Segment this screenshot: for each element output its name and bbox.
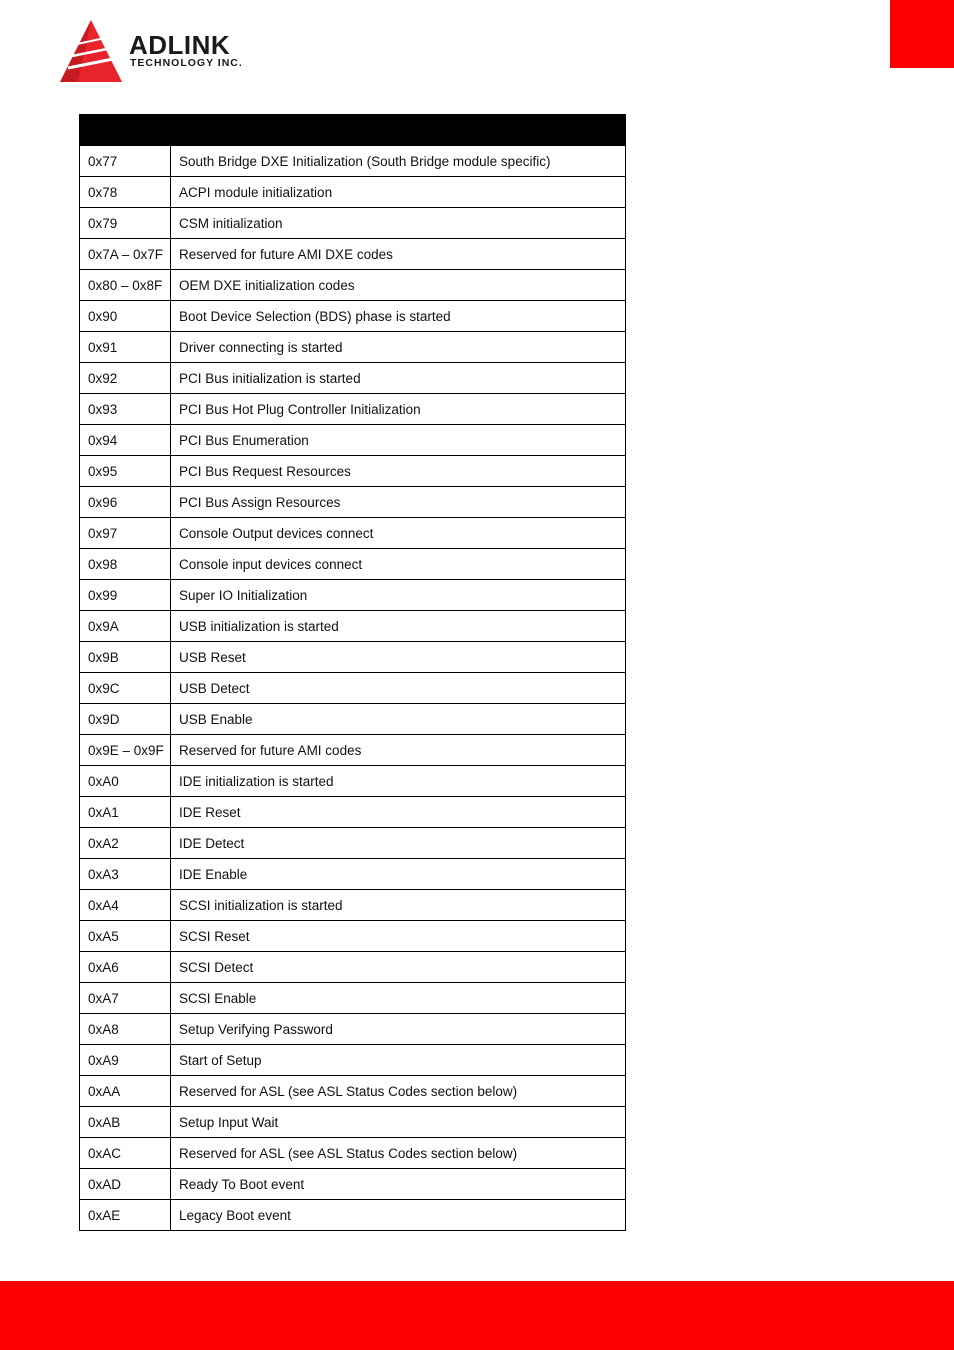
table-row xyxy=(80,487,626,518)
description-cell: SCSI Detect xyxy=(171,952,626,983)
table-row xyxy=(80,580,626,611)
adlink-logo xyxy=(56,18,276,86)
table-row xyxy=(80,549,626,580)
description-cell: IDE initialization is started xyxy=(171,766,626,797)
code-cell: 0x99 xyxy=(80,580,171,611)
table-row xyxy=(80,239,626,270)
footer-bar xyxy=(0,1281,954,1350)
table-row xyxy=(80,1200,626,1231)
table-row xyxy=(80,1045,626,1076)
code-cell: 0xA6 xyxy=(80,952,171,983)
code-cell: 0xA3 xyxy=(80,859,171,890)
description-cell: South Bridge DXE Initialization (South Bridge module specific) xyxy=(171,146,626,177)
code-cell: 0x80 – 0x8F xyxy=(80,270,171,301)
corner-tab-marker xyxy=(890,0,954,68)
table-row xyxy=(80,270,626,301)
description-cell: Driver connecting is started xyxy=(171,332,626,363)
code-cell: 0x95 xyxy=(80,456,171,487)
description-cell: Boot Device Selection (BDS) phase is started xyxy=(171,301,626,332)
description-cell: PCI Bus initialization is started xyxy=(171,363,626,394)
description-cell: SCSI Enable xyxy=(171,983,626,1014)
code-cell: 0xA2 xyxy=(80,828,171,859)
table-row xyxy=(80,1014,626,1045)
code-cell: 0xAE xyxy=(80,1200,171,1231)
code-cell: 0x92 xyxy=(80,363,171,394)
code-cell: 0x9C xyxy=(80,673,171,704)
description-cell: Reserved for ASL (see ASL Status Codes section below) xyxy=(171,1076,626,1107)
code-cell: 0xAC xyxy=(80,1138,171,1169)
code-cell: 0xA4 xyxy=(80,890,171,921)
description-cell: USB Reset xyxy=(171,642,626,673)
description-cell: PCI Bus Enumeration xyxy=(171,425,626,456)
brand-name: ADLINK xyxy=(129,30,231,60)
code-cell: 0xAA xyxy=(80,1076,171,1107)
description-cell: CSM initialization xyxy=(171,208,626,239)
table-row xyxy=(80,673,626,704)
code-cell: 0xA5 xyxy=(80,921,171,952)
code-cell: 0x97 xyxy=(80,518,171,549)
table-row xyxy=(80,921,626,952)
code-cell: 0x9E – 0x9F xyxy=(80,735,171,766)
code-cell: 0x79 xyxy=(80,208,171,239)
table-row xyxy=(80,363,626,394)
description-cell: USB initialization is started xyxy=(171,611,626,642)
code-cell: 0x93 xyxy=(80,394,171,425)
table-row xyxy=(80,983,626,1014)
table-row xyxy=(80,766,626,797)
table-row xyxy=(80,952,626,983)
code-cell: 0x9B xyxy=(80,642,171,673)
description-cell: USB Detect xyxy=(171,673,626,704)
description-cell: ACPI module initialization xyxy=(171,177,626,208)
description-cell: Console Output devices connect xyxy=(171,518,626,549)
table-row xyxy=(80,394,626,425)
description-cell: Ready To Boot event xyxy=(171,1169,626,1200)
table-row xyxy=(80,828,626,859)
table-row xyxy=(80,425,626,456)
description-cell: Reserved for future AMI codes xyxy=(171,735,626,766)
table-row xyxy=(80,735,626,766)
logo-pyramid-icon xyxy=(56,18,126,86)
table-row xyxy=(80,1169,626,1200)
table-row xyxy=(80,332,626,363)
code-cell: 0xA7 xyxy=(80,983,171,1014)
code-cell: 0xA1 xyxy=(80,797,171,828)
code-cell: 0x98 xyxy=(80,549,171,580)
description-cell: Legacy Boot event xyxy=(171,1200,626,1231)
table-row xyxy=(80,797,626,828)
description-cell: IDE Enable xyxy=(171,859,626,890)
description-cell: USB Enable xyxy=(171,704,626,735)
table-row xyxy=(80,859,626,890)
description-cell: Start of Setup xyxy=(171,1045,626,1076)
description-cell: PCI Bus Request Resources xyxy=(171,456,626,487)
description-cell: OEM DXE initialization codes xyxy=(171,270,626,301)
code-cell: 0xA9 xyxy=(80,1045,171,1076)
description-cell: Setup Verifying Password xyxy=(171,1014,626,1045)
description-cell: Setup Input Wait xyxy=(171,1107,626,1138)
code-cell: 0x77 xyxy=(80,146,171,177)
code-cell: 0x78 xyxy=(80,177,171,208)
table-row xyxy=(80,704,626,735)
description-cell: PCI Bus Hot Plug Controller Initialization xyxy=(171,394,626,425)
description-cell: Reserved for ASL (see ASL Status Codes section below) xyxy=(171,1138,626,1169)
table-row xyxy=(80,456,626,487)
post-code-table xyxy=(79,114,625,1231)
table-row xyxy=(80,518,626,549)
code-cell: 0x9D xyxy=(80,704,171,735)
brand-subtitle: TECHNOLOGY INC. xyxy=(130,57,243,69)
table-body xyxy=(80,146,626,1231)
code-cell: 0xAB xyxy=(80,1107,171,1138)
description-cell: Console input devices connect xyxy=(171,549,626,580)
code-cell: 0x96 xyxy=(80,487,171,518)
table-row xyxy=(80,146,626,177)
table-row xyxy=(80,642,626,673)
description-cell: IDE Detect xyxy=(171,828,626,859)
table-header-row xyxy=(80,115,626,146)
table-row xyxy=(80,1107,626,1138)
code-cell: 0xA8 xyxy=(80,1014,171,1045)
code-cell: 0x7A – 0x7F xyxy=(80,239,171,270)
code-cell: 0x91 xyxy=(80,332,171,363)
description-cell: Super IO Initialization xyxy=(171,580,626,611)
table-row xyxy=(80,177,626,208)
table-row xyxy=(80,890,626,921)
description-cell: SCSI Reset xyxy=(171,921,626,952)
description-cell: IDE Reset xyxy=(171,797,626,828)
description-cell: Reserved for future AMI DXE codes xyxy=(171,239,626,270)
code-cell: 0xAD xyxy=(80,1169,171,1200)
table-row xyxy=(80,611,626,642)
code-cell: 0xA0 xyxy=(80,766,171,797)
code-cell: 0x90 xyxy=(80,301,171,332)
description-cell: PCI Bus Assign Resources xyxy=(171,487,626,518)
table-row xyxy=(80,1076,626,1107)
code-cell: 0x94 xyxy=(80,425,171,456)
table-row xyxy=(80,301,626,332)
code-cell: 0x9A xyxy=(80,611,171,642)
table-row xyxy=(80,208,626,239)
table-header-cell xyxy=(80,115,171,146)
table-row xyxy=(80,1138,626,1169)
description-cell: SCSI initialization is started xyxy=(171,890,626,921)
table-header-cell xyxy=(171,115,626,146)
